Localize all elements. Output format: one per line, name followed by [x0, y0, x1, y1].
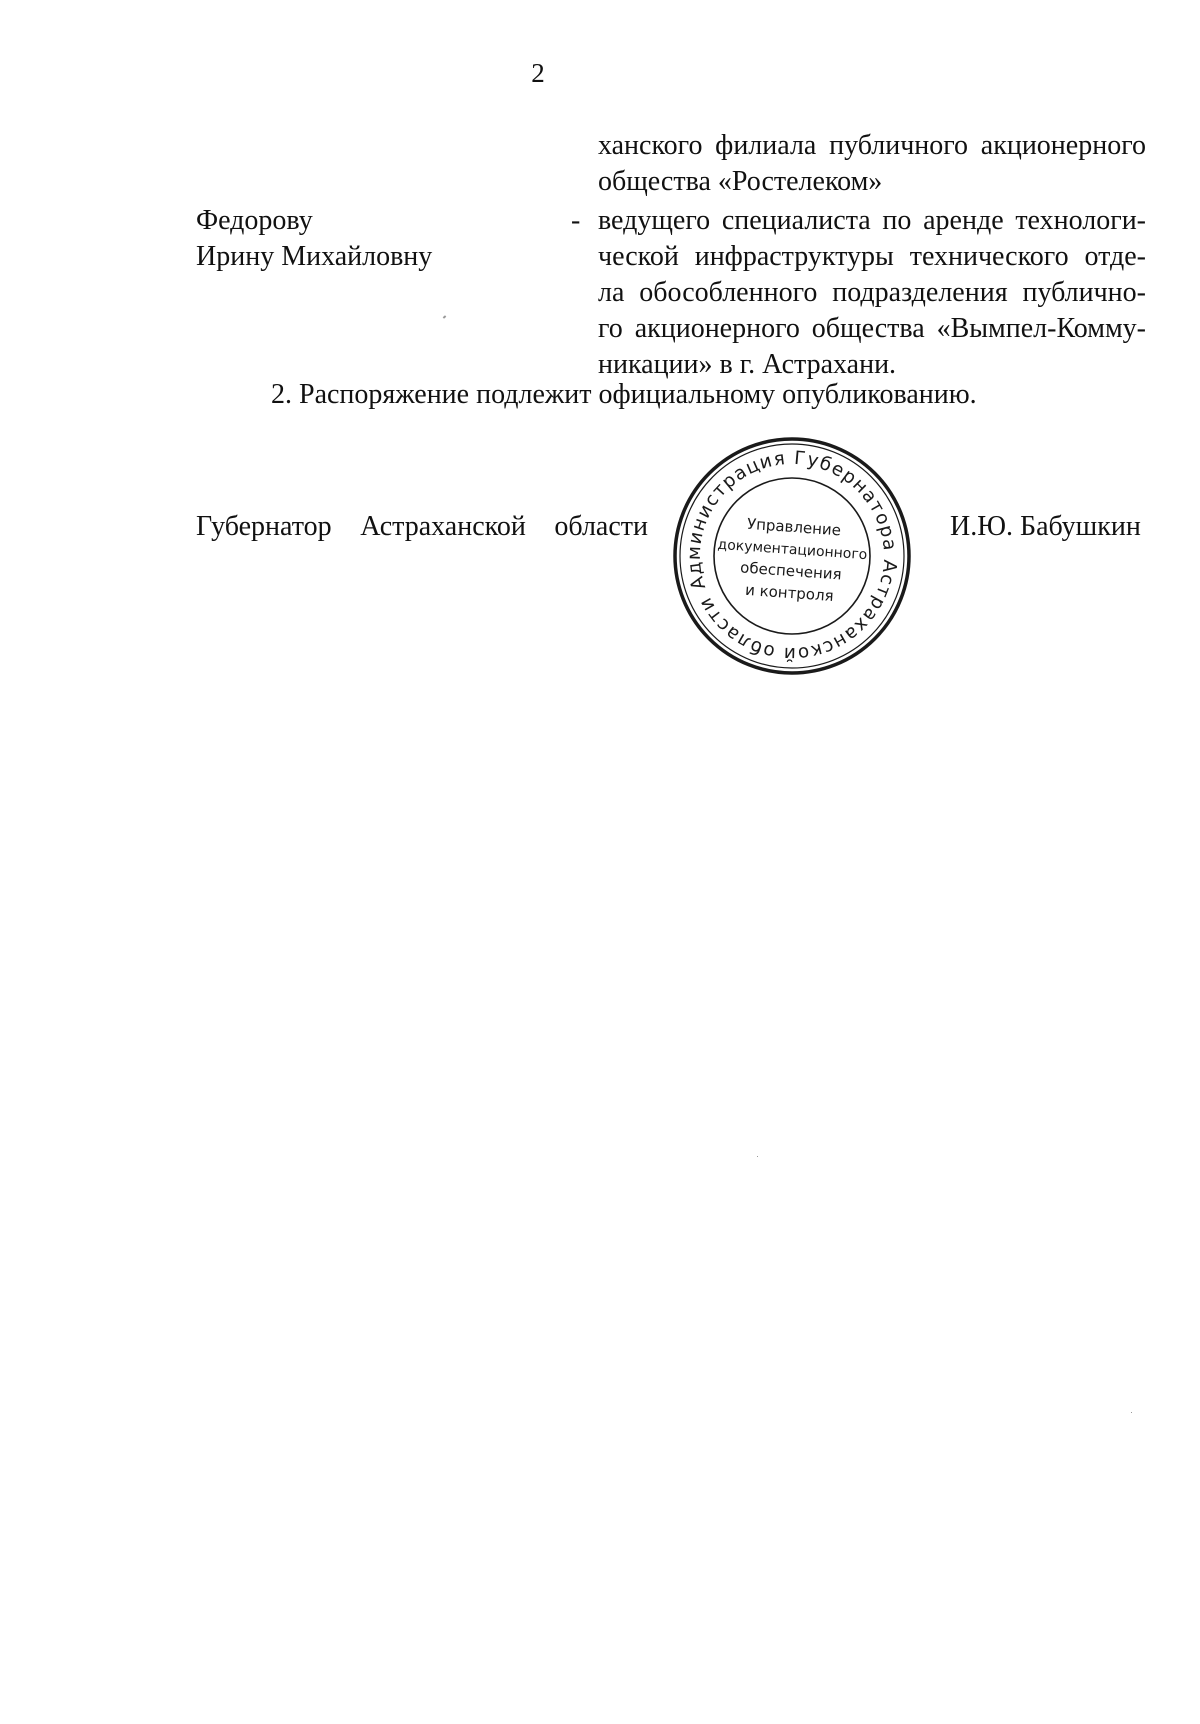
scan-speck: [757, 1156, 758, 1157]
seal-center-text: [714, 513, 870, 607]
signature-title: Губернатор Астраханской области: [196, 511, 648, 542]
position-line: ла обособленного подразделения публично-: [598, 277, 1146, 308]
appointee-name: [196, 203, 432, 275]
position-line: ческой инфраструктуры технического отде-: [598, 241, 1146, 272]
seal-center-line: обеспечения: [739, 558, 843, 584]
seal-center-line: документационного: [717, 536, 868, 564]
position-line: никации» в г. Астрахани.: [598, 349, 897, 380]
scan-speck: [443, 315, 447, 318]
appointee-given-names: Ирину Михайловну: [196, 241, 433, 272]
continuation-line: ханского филиала публичного акционерного: [598, 130, 1146, 161]
appointee-position: [598, 203, 1146, 383]
official-seal: [670, 434, 914, 678]
separator-dash: -: [571, 205, 581, 236]
seal-center-line: и контроля: [744, 580, 835, 605]
position-line: го акционерного общества «Вымпел-Комму-: [598, 313, 1146, 344]
continuation-line: общества «Ростелеком»: [598, 166, 883, 197]
continuation-text: [598, 128, 1146, 200]
paragraph-item-2: 2. Распоряжение подлежит официальному опубликованию.: [271, 379, 977, 410]
signature-name: И.Ю. Бабушкин: [950, 511, 1141, 542]
position-line: ведущего специалиста по аренде технологи-: [598, 205, 1146, 236]
seal-ring-text: Администрация Губернатора Астраханской области: [683, 447, 901, 665]
scan-speck: [1131, 1412, 1132, 1413]
appointee-surname: Федорову: [196, 205, 313, 236]
seal-center-line: Управление: [746, 514, 842, 540]
page-number: 2: [531, 58, 545, 88]
